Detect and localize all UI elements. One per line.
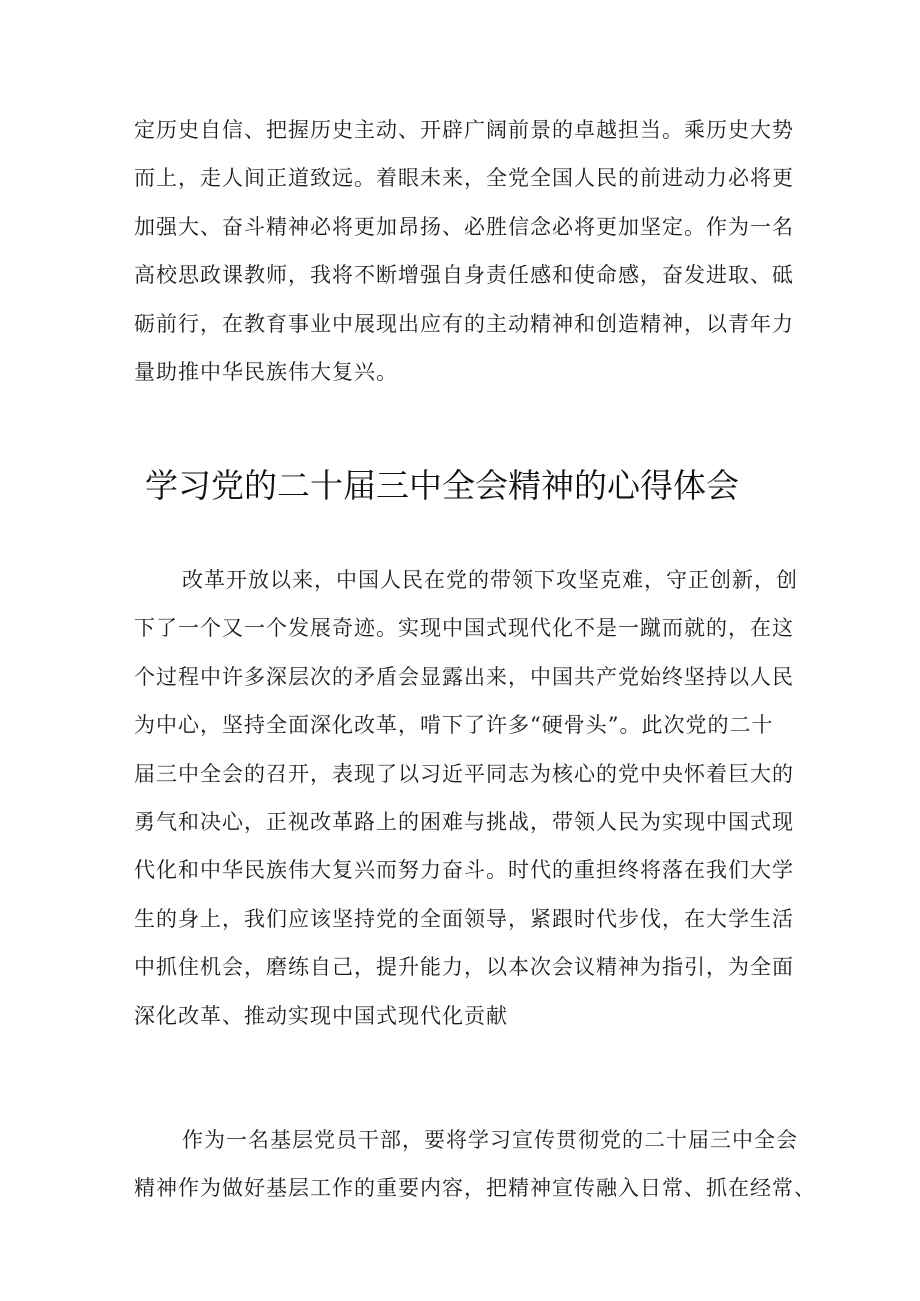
text-line: 改革开放以来，中国人民在党的带领下攻坚克难，守正创新，创	[182, 568, 798, 592]
text-line: 中抓住机会，磨练自己，提升能力，以本次会议精神为指引，为全面	[134, 955, 794, 980]
text-line: 精神作为做好基层工作的重要内容，把精神宣传融入日常、抓在经常、	[134, 1176, 816, 1201]
text-line: 为中心，坚持全面深化改革，啃下了许多“硬骨头”。此次党的二十	[134, 713, 774, 738]
text-line: 代化和中华民族伟大复兴而努力奋斗。时代的重担终将落在我们大学	[134, 858, 794, 883]
text-line: 下了一个又一个发展奇迹。实现中国式现代化不是一蹴而就的，在这	[134, 616, 794, 641]
text-line: 量助推中华民族伟大复兴。	[134, 360, 398, 385]
text-line: 定历史自信、把握历史主动、开辟广阔前景的卓越担当。乘历史大势	[134, 118, 794, 142]
text-line: 生的身上，我们应该坚持党的全面领导，紧跟时代步伐，在大学生活	[134, 906, 794, 931]
text-line: 高校思政课教师，我将不断增强自身责任感和使命感，奋发进取、砥	[134, 263, 794, 288]
text-line: 届三中全会的召开，表现了以习近平同志为核心的党中央怀着巨大的	[134, 761, 794, 786]
body-paragraph-2	[134, 1116, 816, 1213]
text-line: 作为一名基层党员干部，要将学习宣传贯彻党的二十届三中全会	[182, 1128, 798, 1152]
text-line: 个过程中许多深层次的矛盾会显露出来，中国共产党始终坚持以人民	[134, 664, 794, 689]
text-line: 深化改革、推动实现中国式现代化贡献	[134, 1003, 508, 1028]
text-line: 砺前行，在教育事业中展现出应有的主动精神和创造精神，以青年力	[134, 311, 794, 336]
text-line: 而上，走人间正道致远。着眼未来，全党全国人民的前进动力必将更	[134, 166, 794, 191]
body-paragraph-1	[134, 556, 798, 1040]
text-line: 勇气和决心，正视改革路上的困难与挑战，带领人民为实现中国式现	[134, 810, 794, 835]
text-line: 加强大、奋斗精神必将更加昂扬、必胜信念必将更加坚定。作为一名	[134, 214, 794, 239]
intro-paragraph	[134, 106, 794, 396]
section-heading: 学习党的二十届三中全会精神的心得体会	[145, 466, 739, 505]
